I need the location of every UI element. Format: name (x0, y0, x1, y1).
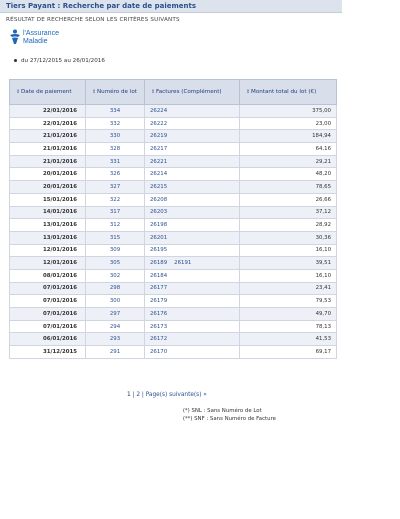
column-header-factures[interactable]: ⇕Factures (Complément) (145, 80, 240, 105)
cell-lot-link[interactable]: 297 (86, 308, 145, 321)
cell-factures (145, 130, 240, 143)
cell-factures (145, 308, 240, 321)
table-row (10, 308, 337, 321)
footnote-snf: (**) SNF : Sans Numéro de Facture (182, 416, 276, 422)
facture-link[interactable]: 26219 (150, 133, 168, 140)
facture-link[interactable]: 26222 (150, 120, 168, 127)
page-2-link[interactable]: 2 (136, 392, 141, 398)
cell-montant: 28,92 (240, 219, 337, 232)
cell-factures (145, 155, 240, 168)
table-row (10, 257, 337, 270)
cell-factures (145, 219, 240, 232)
table-row (10, 295, 337, 308)
facture-link[interactable]: 26208 (150, 196, 168, 203)
facture-link[interactable]: 26172 (150, 336, 168, 343)
cell-date: 14/01/2016 (10, 206, 86, 219)
period-criteria (14, 58, 105, 64)
cell-montant: 69,17 (240, 346, 337, 359)
table-row (10, 130, 337, 143)
facture-link[interactable]: 26184 (150, 272, 168, 279)
cell-lot-link[interactable]: 305 (86, 257, 145, 270)
footnotes (183, 407, 276, 423)
cell-date: 07/01/2016 (10, 308, 86, 321)
cell-date: 20/01/2016 (10, 168, 86, 181)
cell-factures (145, 231, 240, 244)
cell-lot-link[interactable]: 315 (86, 231, 145, 244)
facture-link[interactable]: 26191 (174, 260, 192, 267)
cell-montant: 16,10 (240, 269, 337, 282)
table-row (10, 117, 337, 130)
cell-montant: 79,53 (240, 295, 337, 308)
cell-lot-link[interactable]: 317 (86, 206, 145, 219)
table-row (10, 155, 337, 168)
facture-link[interactable]: 26195 (150, 247, 168, 254)
facture-link[interactable]: 26179 (150, 298, 168, 305)
cell-factures (145, 333, 240, 346)
table-row (10, 320, 337, 333)
sort-icon: ⇕ (246, 88, 251, 95)
cell-factures (145, 181, 240, 194)
sort-icon: ⇕ (16, 88, 21, 95)
cell-date: 12/01/2016 (10, 257, 86, 270)
cell-montant: 48,20 (240, 168, 337, 181)
facture-link[interactable]: 26176 (150, 310, 168, 317)
facture-link[interactable]: 26203 (150, 209, 168, 216)
page-1-current: 1 (127, 392, 131, 398)
cell-date: 07/01/2016 (10, 320, 86, 333)
cell-factures (145, 193, 240, 206)
cell-lot-link[interactable]: 298 (86, 282, 145, 295)
cell-factures (145, 244, 240, 257)
cell-date: 22/01/2016 (10, 117, 86, 130)
table-row (10, 346, 337, 359)
cell-factures (145, 295, 240, 308)
cell-montant: 64,16 (240, 143, 337, 156)
cell-date: 13/01/2016 (10, 219, 86, 232)
pager-separator: | (132, 392, 135, 398)
cell-montant: 29,21 (240, 155, 337, 168)
section-title: RÉSULTAT DE RECHERCHE SELON LES CRITÈRES SUIVANTS (6, 17, 180, 23)
results-table (9, 79, 337, 359)
table-row (10, 219, 337, 232)
logo-line-2: Maladie (23, 38, 48, 45)
facture-link[interactable]: 26173 (150, 323, 168, 330)
cell-date: 20/01/2016 (10, 181, 86, 194)
table-row (10, 193, 337, 206)
table-row (10, 231, 337, 244)
cell-date: 21/01/2016 (10, 155, 86, 168)
cell-factures (145, 105, 240, 118)
table-row (10, 143, 337, 156)
cell-lot-link[interactable]: 309 (86, 244, 145, 257)
table-row (10, 282, 337, 295)
cell-date: 12/01/2016 (10, 244, 86, 257)
column-header-lot[interactable]: ⇕Numéro de lot (86, 80, 145, 105)
cell-montant: 23,00 (240, 117, 337, 130)
facture-link[interactable]: 26215 (150, 183, 168, 190)
cell-lot-link[interactable]: 293 (86, 333, 145, 346)
table-header-row (10, 80, 337, 105)
assurance-maladie-logo-icon (9, 29, 21, 45)
cell-date: 22/01/2016 (10, 105, 86, 118)
table-row (10, 181, 337, 194)
sort-icon: ⇕ (92, 88, 97, 95)
table-row (10, 105, 337, 118)
facture-link[interactable]: 26189 (150, 260, 168, 267)
cell-lot-link[interactable]: 330 (86, 130, 145, 143)
facture-link[interactable]: 26198 (150, 222, 168, 229)
sort-icon: ⇕ (151, 88, 156, 95)
cell-lot-link[interactable]: 334 (86, 105, 145, 118)
column-header-montant[interactable]: ⇕Montant total du lot (€) (240, 80, 337, 105)
cell-date: 31/12/2015 (10, 346, 86, 359)
cell-lot-link[interactable]: 327 (86, 181, 145, 194)
cell-montant: 30,36 (240, 231, 337, 244)
cell-lot-link[interactable]: 312 (86, 219, 145, 232)
facture-link[interactable]: 26201 (150, 234, 168, 241)
cell-montant: 41,53 (240, 333, 337, 346)
cell-date: 06/01/2016 (10, 333, 86, 346)
bullet-icon (14, 59, 17, 62)
cell-date: 15/01/2016 (10, 193, 86, 206)
footnote-snl: (*) SNL : Sans Numéro de Lot (182, 408, 262, 414)
cell-date: 07/01/2016 (10, 295, 86, 308)
cell-date: 07/01/2016 (10, 282, 86, 295)
cell-date: 13/01/2016 (10, 231, 86, 244)
cell-montant: 375,00 (240, 105, 337, 118)
cell-montant: 39,51 (240, 257, 337, 270)
cell-montant: 78,13 (240, 320, 337, 333)
cell-lot-link[interactable]: 328 (86, 143, 145, 156)
cell-montant: 23,41 (240, 282, 337, 295)
logo-line-1: l'Assurance (23, 30, 59, 37)
table-row (10, 168, 337, 181)
cell-date: 21/01/2016 (10, 143, 86, 156)
facture-link[interactable]: 26217 (150, 145, 168, 152)
title-bar (0, 0, 342, 13)
cell-date: 21/01/2016 (10, 130, 86, 143)
cell-factures (145, 117, 240, 130)
cell-lot-link[interactable]: 291 (86, 346, 145, 359)
cell-lot-link[interactable]: 300 (86, 295, 145, 308)
cell-factures (145, 269, 240, 282)
cell-montant: 78,65 (240, 181, 337, 194)
cell-montant: 26,66 (240, 193, 337, 206)
pagination (127, 392, 207, 398)
cell-factures (145, 320, 240, 333)
cell-lot-link[interactable]: 294 (86, 320, 145, 333)
pager-separator: | (141, 392, 144, 398)
cell-date: 08/01/2016 (10, 269, 86, 282)
cell-lot-link[interactable]: 331 (86, 155, 145, 168)
cell-factures (145, 346, 240, 359)
column-header-date[interactable]: ⇕Date de paiement (10, 80, 86, 105)
facture-link[interactable]: 26221 (150, 158, 168, 165)
facture-link[interactable]: 26224 (150, 107, 168, 114)
cell-montant: 37,12 (240, 206, 337, 219)
cell-montant: 16,10 (240, 244, 337, 257)
facture-link[interactable]: 26177 (150, 285, 168, 292)
cell-lot-link[interactable]: 326 (86, 168, 145, 181)
next-pages-link[interactable]: Page(s) suivante(s) » (145, 392, 207, 398)
cell-factures (145, 143, 240, 156)
cell-lot-link[interactable]: 302 (86, 269, 145, 282)
cell-montant: 184,94 (240, 130, 337, 143)
cell-factures (145, 282, 240, 295)
facture-link[interactable]: 26214 (150, 171, 168, 178)
cell-lot-link[interactable]: 332 (86, 117, 145, 130)
cell-factures (145, 168, 240, 181)
table-row (10, 333, 337, 346)
cell-lot-link[interactable]: 322 (86, 193, 145, 206)
page-title: Tiers Payant : Recherche par date de paiements (6, 2, 197, 10)
cell-montant: 49,70 (240, 308, 337, 321)
table-row (10, 206, 337, 219)
table-body (10, 105, 337, 359)
period-text: du 27/12/2015 au 26/01/2016 (21, 58, 105, 64)
table-row (10, 269, 337, 282)
cell-factures (145, 257, 240, 270)
table-row (10, 244, 337, 257)
assurance-maladie-logo (9, 28, 69, 50)
cell-factures (145, 206, 240, 219)
facture-link[interactable]: 26170 (150, 348, 168, 355)
